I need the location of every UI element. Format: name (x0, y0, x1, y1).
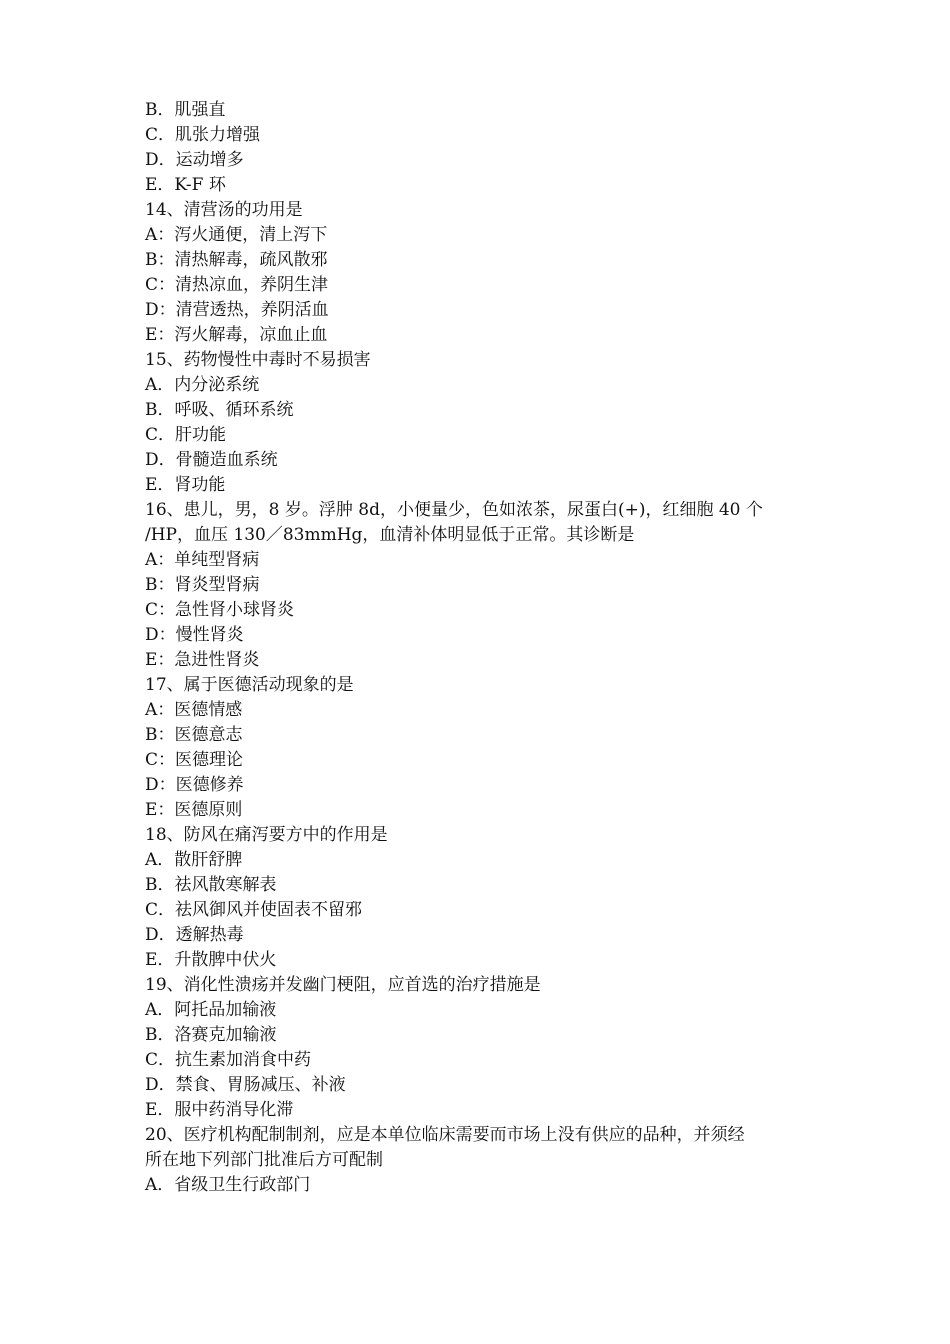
question-20-line-1: 20、医疗机构配制制剂，应是本单位临床需要而市场上没有供应的品种，并须经 (145, 1125, 745, 1145)
option-17-b: B：医德意志 (145, 725, 243, 745)
question-20-line-2: 所在地下列部门批准后方可配制 (145, 1150, 383, 1170)
option-17-e: E：医德原则 (145, 800, 243, 820)
document-page (145, 98, 810, 1198)
option-17-a: A：医德情感 (145, 700, 243, 720)
option-17-d: D：医德修养 (145, 775, 244, 795)
question-17: 17、属于医德活动现象的是 (145, 675, 354, 695)
option-19-a: A．阿托品加输液 (145, 1000, 277, 1020)
option-16-c: C：急性肾小球肾炎 (145, 600, 295, 620)
option-18-e: E．升散脾中伏火 (145, 950, 277, 970)
option-15-e: E．肾功能 (145, 475, 226, 495)
option-13-b: B．肌强直 (145, 100, 226, 120)
option-18-c: C．祛风御风并使固表不留邪 (145, 900, 363, 920)
option-14-b: B：清热解毒，疏风散邪 (145, 250, 328, 270)
option-13-d: D．运动增多 (145, 150, 244, 170)
option-13-c: C．肌张力增强 (145, 125, 261, 145)
question-14: 14、清营汤的功用是 (145, 200, 303, 220)
option-18-b: B．祛风散寒解表 (145, 875, 277, 895)
option-19-d: D．禁食、胃肠减压、补液 (145, 1075, 346, 1095)
question-16-line-1: 16、患儿，男，8 岁。浮肿 8d，小便量少，色如浓茶，尿蛋白(+)，红细胞 40 个 (145, 500, 763, 520)
option-18-d: D．透解热毒 (145, 925, 244, 945)
option-14-e: E：泻火解毒，凉血止血 (145, 325, 328, 345)
option-19-e: E．服中药消导化滞 (145, 1100, 294, 1120)
question-15: 15、药物慢性中毒时不易损害 (145, 350, 371, 370)
question-16-line-2: /HP，血压 130／83mmHg，血清补体明显低于正常。其诊断是 (145, 525, 635, 545)
option-16-b: B：肾炎型肾病 (145, 575, 260, 595)
option-16-e: E：急进性肾炎 (145, 650, 260, 670)
question-19: 19、消化性溃疡并发幽门梗阻，应首选的治疗措施是 (145, 975, 541, 995)
option-20-a: A．省级卫生行政部门 (145, 1175, 311, 1195)
option-19-b: B．洛赛克加输液 (145, 1025, 277, 1045)
option-14-a: A：泻火通便，清上泻下 (145, 225, 328, 245)
option-17-c: C：医德理论 (145, 750, 244, 770)
question-18: 18、防风在痛泻要方中的作用是 (145, 825, 388, 845)
option-15-d: D．骨髓造血系统 (145, 450, 278, 470)
option-15-b: B．呼吸、循环系统 (145, 400, 294, 420)
option-16-a: A：单纯型肾病 (145, 550, 260, 570)
option-13-e: E．K-F 环 (145, 175, 226, 195)
option-18-a: A．散肝舒脾 (145, 850, 243, 870)
option-14-c: C：清热凉血，养阴生津 (145, 275, 329, 295)
option-14-d: D：清营透热，养阴活血 (145, 300, 329, 320)
option-15-c: C．肝功能 (145, 425, 227, 445)
option-19-c: C．抗生素加消食中药 (145, 1050, 312, 1070)
option-16-d: D：慢性肾炎 (145, 625, 244, 645)
option-15-a: A．内分泌系统 (145, 375, 260, 395)
